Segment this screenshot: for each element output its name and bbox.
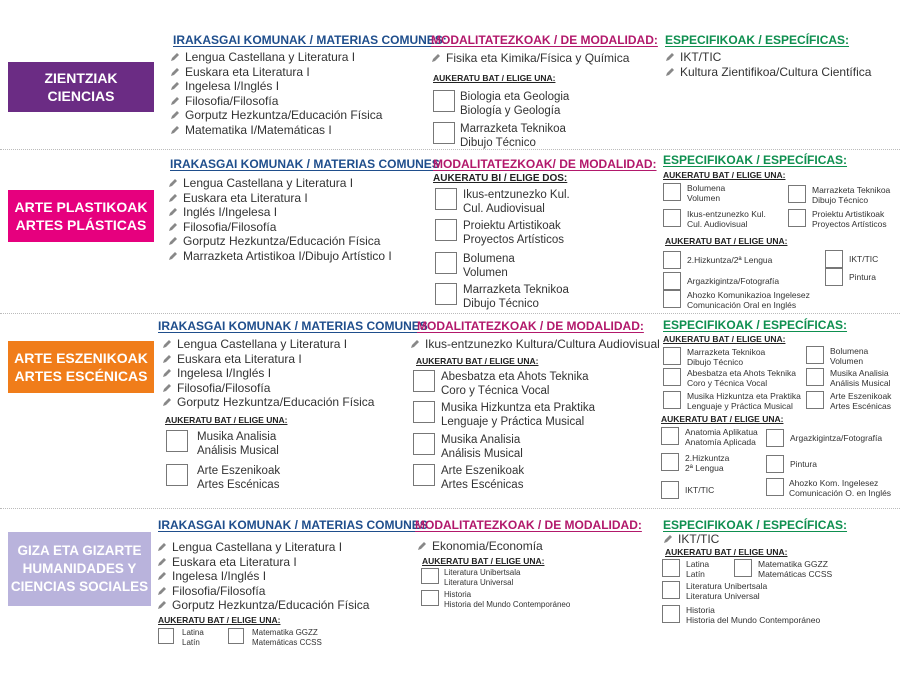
option-checkbox[interactable]: Historia Historia del Mundo Contemporáneo bbox=[662, 605, 820, 625]
modality-fixed-list bbox=[431, 51, 629, 66]
list-item: Kultura Zientifikoa/Cultura Científica bbox=[665, 65, 871, 80]
track-label-artes-plasticas: ARTE PLASTIKOAK ARTES PLÁSTICAS bbox=[8, 190, 154, 242]
section-divider bbox=[0, 508, 900, 509]
option-checkbox[interactable]: Abesbatza eta Ahots Teknika Coro y Técnica Vocal bbox=[663, 368, 796, 388]
checkbox[interactable] bbox=[433, 122, 455, 144]
common-subjects-header: IRAKASGAI KOMUNAK / MATERIAS COMUNES bbox=[170, 157, 440, 171]
pencil-icon bbox=[168, 207, 178, 217]
modality-fixed-list bbox=[410, 337, 660, 352]
pencil-icon bbox=[170, 67, 180, 77]
checkbox[interactable] bbox=[806, 391, 824, 409]
pencil-icon bbox=[665, 67, 675, 77]
list-item: Filosofia/Filosofía bbox=[162, 381, 374, 396]
checkbox[interactable] bbox=[435, 252, 457, 274]
checkbox[interactable] bbox=[766, 478, 784, 496]
checkbox[interactable] bbox=[661, 481, 679, 499]
list-item: Gorputz Hezkuntza/Educación Física bbox=[157, 598, 369, 613]
specific-header: ESPECIFIKOAK / ESPECÍFICAS: bbox=[663, 153, 848, 167]
option-checkbox[interactable]: Marrazketa Teknikoa Dibujo Técnico bbox=[433, 122, 566, 150]
choose-one-label: AUKERATU BAT / ELIGE UNA: bbox=[158, 615, 281, 625]
pencil-icon bbox=[168, 222, 178, 232]
pencil-icon bbox=[170, 125, 180, 135]
pencil-icon bbox=[663, 534, 673, 544]
choose-one-label: AUKERATU BAT / ELIGE UNA: bbox=[433, 73, 556, 83]
checkbox[interactable] bbox=[433, 90, 455, 112]
option-checkbox[interactable]: Marrazketa Teknikoa Dibujo Técnico bbox=[788, 185, 890, 205]
option-checkbox[interactable]: Argazkigintza/Fotografía bbox=[766, 429, 882, 447]
checkbox[interactable] bbox=[663, 251, 681, 269]
specific-header: ESPECIFIKOAK / ESPECÍFICAS: bbox=[663, 318, 848, 332]
modality-header: MODALITATEZKOAK / DE MODALIDAD: bbox=[417, 319, 644, 333]
section-divider bbox=[0, 313, 900, 314]
list-item: Ingelesa I/Inglés I bbox=[162, 366, 374, 381]
choose-two-label: AUKERATU BI / ELIGE DOS: bbox=[433, 173, 568, 184]
pencil-icon bbox=[168, 251, 178, 261]
option-checkbox[interactable]: Arte Eszenikoak Artes Escénicas bbox=[806, 391, 891, 411]
checkbox[interactable] bbox=[166, 464, 188, 486]
checkbox[interactable] bbox=[663, 183, 681, 201]
option-checkbox[interactable]: Arte Eszenikoak Artes Escénicas bbox=[413, 464, 524, 492]
list-item: Ingelesa I/Inglés I bbox=[157, 569, 369, 584]
option-checkbox[interactable]: Bolumena Volumen bbox=[435, 252, 515, 280]
checkbox[interactable] bbox=[413, 401, 435, 423]
checkbox[interactable] bbox=[766, 455, 784, 473]
option-checkbox[interactable]: 2.Hizkuntza 2ª Lengua bbox=[661, 453, 729, 473]
common-subjects-list bbox=[168, 176, 392, 263]
checkbox[interactable] bbox=[662, 605, 680, 623]
checkbox[interactable] bbox=[663, 347, 681, 365]
list-item: Fisika eta Kimika/Física y Química bbox=[431, 51, 629, 66]
pencil-icon bbox=[170, 52, 180, 62]
option-checkbox[interactable]: Musika Hizkuntza eta Praktika Lenguaje y Práctica Musical bbox=[663, 391, 801, 411]
checkbox[interactable] bbox=[661, 427, 679, 445]
checkbox[interactable] bbox=[435, 188, 457, 210]
modality-header: MODALITATEZKOAK / DE MODALIDAD: bbox=[431, 33, 658, 47]
list-item: Inglés I/Ingelesa I bbox=[168, 205, 392, 220]
list-item: Ikus-entzunezko Kultura/Cultura Audiovisual bbox=[410, 337, 660, 352]
checkbox[interactable] bbox=[662, 581, 680, 599]
pencil-icon bbox=[431, 53, 441, 63]
checkbox[interactable] bbox=[788, 185, 806, 203]
option-checkbox[interactable]: Pintura bbox=[825, 268, 876, 286]
checkbox[interactable] bbox=[166, 430, 188, 452]
checkbox[interactable] bbox=[663, 209, 681, 227]
option-checkbox[interactable]: Matematika GGZZ Matemáticas CCSS bbox=[734, 559, 832, 579]
option-checkbox[interactable]: Ahozko Komunikazioa Ingelesez Comunicación Oral en Inglés bbox=[663, 290, 810, 310]
option-checkbox[interactable]: Ikus-entzunezko Kul. Cul. Audiovisual bbox=[663, 209, 766, 229]
option-checkbox[interactable]: Bolumena Volumen bbox=[663, 183, 725, 203]
pencil-icon bbox=[157, 586, 167, 596]
list-item: Euskara eta Literatura I bbox=[168, 191, 392, 206]
pencil-icon bbox=[410, 339, 420, 349]
pencil-icon bbox=[168, 236, 178, 246]
list-item: Filosofia/Filosofía bbox=[157, 584, 369, 599]
option-checkbox[interactable]: Pintura bbox=[766, 455, 817, 473]
checkbox[interactable] bbox=[806, 346, 824, 364]
pencil-icon bbox=[162, 339, 172, 349]
checkbox[interactable] bbox=[734, 559, 752, 577]
checkbox[interactable] bbox=[413, 464, 435, 486]
pencil-icon bbox=[665, 52, 675, 62]
list-item: Filosofia/Filosofía bbox=[170, 94, 382, 109]
specific-header: ESPECIFIKOAK / ESPECÍFICAS: bbox=[665, 33, 850, 47]
pencil-icon bbox=[162, 383, 172, 393]
pencil-icon bbox=[162, 368, 172, 378]
option-checkbox[interactable]: Marrazketa Teknikoa Dibujo Técnico bbox=[435, 283, 569, 311]
list-item: Ekonomia/Economía bbox=[417, 539, 543, 554]
track-label-artes-escenicas: ARTE ESZENIKOAK ARTES ESCÉNICAS bbox=[8, 341, 154, 393]
option-checkbox[interactable]: Musika Analisia Análisis Musical bbox=[166, 430, 279, 458]
modality-fixed-list bbox=[417, 539, 543, 554]
pencil-icon bbox=[170, 96, 180, 106]
specific-fixed-list bbox=[665, 50, 871, 79]
pencil-icon bbox=[157, 571, 167, 581]
pencil-icon bbox=[157, 557, 167, 567]
choose-one-label: AUKERATU BAT / ELIGE UNA: bbox=[661, 414, 784, 424]
common-subjects-header: IRAKASGAI KOMUNAK / MATERIAS COMUNES bbox=[158, 319, 428, 333]
option-checkbox[interactable]: IKT/TIC bbox=[825, 250, 878, 268]
track-label-ciencias: ZIENTZIAK CIENCIAS bbox=[8, 62, 154, 112]
option-checkbox[interactable]: Anatomia Aplikatua Anatomía Aplicada bbox=[661, 427, 758, 447]
option-checkbox[interactable]: Musika Analisia Análisis Musical bbox=[806, 368, 890, 388]
modality-header: MODALITATEZKOAK/ DE MODALIDAD: bbox=[433, 157, 657, 171]
option-checkbox[interactable]: Bolumena Volumen bbox=[806, 346, 868, 366]
pencil-icon bbox=[417, 541, 427, 551]
pencil-icon bbox=[162, 354, 172, 364]
option-checkbox[interactable]: Marrazketa Teknikoa Dibujo Técnico bbox=[663, 347, 765, 367]
option-checkbox[interactable]: Musika Hizkuntza eta Praktika Lenguaje y Práctica Musical bbox=[413, 401, 595, 429]
option-checkbox[interactable]: Latina Latín bbox=[662, 559, 709, 579]
choose-one-label: AUKERATU BAT / ELIGE UNA: bbox=[665, 236, 788, 246]
option-checkbox[interactable]: 2.Hizkuntza/2ª Lengua bbox=[663, 251, 772, 269]
option-checkbox[interactable]: Latina Latín bbox=[158, 628, 204, 647]
common-subjects-list bbox=[170, 50, 382, 137]
pencil-icon bbox=[168, 178, 178, 188]
list-item: Lengua Castellana y Literatura I bbox=[162, 337, 374, 352]
option-checkbox[interactable]: Historia Historia del Mundo Contemporáneo bbox=[421, 590, 570, 609]
checkbox[interactable] bbox=[413, 370, 435, 392]
pencil-icon bbox=[162, 397, 172, 407]
pencil-icon bbox=[170, 110, 180, 120]
option-checkbox[interactable]: Musika Analisia Análisis Musical bbox=[413, 433, 523, 461]
specific-header: ESPECIFIKOAK / ESPECÍFICAS: bbox=[663, 518, 848, 532]
checkbox[interactable] bbox=[663, 272, 681, 290]
checkbox[interactable] bbox=[788, 209, 806, 227]
choose-one-label: AUKERATU BAT / ELIGE UNA: bbox=[416, 356, 539, 366]
checkbox[interactable] bbox=[435, 283, 457, 305]
common-subjects-header: IRAKASGAI KOMUNAK / MATERIAS COMUNES: bbox=[173, 33, 447, 47]
list-item: Marrazketa Artistikoa I/Dibujo Artístico I bbox=[168, 249, 392, 264]
checkbox[interactable] bbox=[158, 628, 174, 644]
option-checkbox[interactable]: Arte Eszenikoak Artes Escénicas bbox=[166, 464, 280, 492]
pencil-icon bbox=[170, 81, 180, 91]
track-label-humanidades: GIZA ETA GIZARTE HUMANIDADES Y CIENCIAS SOCIALES bbox=[8, 532, 151, 606]
specific-fixed-list bbox=[663, 532, 719, 547]
option-checkbox[interactable]: Abesbatza eta Ahots Teknika Coro y Técnica Vocal bbox=[413, 370, 588, 398]
pencil-icon bbox=[157, 542, 167, 552]
choose-one-label: AUKERATU BAT / ELIGE UNA: bbox=[663, 334, 786, 344]
choose-one-label: AUKERATU BAT / ELIGE UNA: bbox=[165, 415, 288, 425]
checkbox[interactable] bbox=[661, 453, 679, 471]
option-checkbox[interactable]: Biologia eta Geologia Biología y Geología bbox=[433, 90, 569, 118]
checkbox[interactable] bbox=[663, 290, 681, 308]
list-item: Gorputz Hezkuntza/Educación Física bbox=[170, 108, 382, 123]
checkbox[interactable] bbox=[413, 433, 435, 455]
checkbox[interactable] bbox=[435, 219, 457, 241]
checkbox[interactable] bbox=[663, 368, 681, 386]
list-item: Gorputz Hezkuntza/Educación Física bbox=[168, 234, 392, 249]
option-checkbox[interactable]: Matematika GGZZ Matemáticas CCSS bbox=[228, 628, 322, 647]
list-item: IKT/TIC bbox=[665, 50, 871, 65]
modality-header: MODALITATEZKOAK / DE MODALIDAD: bbox=[415, 518, 642, 532]
option-checkbox[interactable]: Ikus-entzunezko Kul. Cul. Audiovisual bbox=[435, 188, 570, 216]
choose-one-label: AUKERATU BAT / ELIGE UNA: bbox=[665, 547, 788, 557]
checkbox[interactable] bbox=[228, 628, 244, 644]
list-item: Euskara eta Literatura I bbox=[157, 555, 369, 570]
common-subjects-list bbox=[162, 337, 374, 410]
list-item: Euskara eta Literatura I bbox=[170, 65, 382, 80]
checkbox[interactable] bbox=[766, 429, 784, 447]
option-checkbox[interactable]: Literatura Unibertsala Literatura Universal bbox=[662, 581, 767, 601]
pencil-icon bbox=[157, 600, 167, 610]
choose-one-label: AUKERATU BAT / ELIGE UNA: bbox=[422, 556, 545, 566]
list-item: Ingelesa I/Inglés I bbox=[170, 79, 382, 94]
common-subjects-header: IRAKASGAI KOMUNAK / MATERIAS COMUNES bbox=[158, 518, 428, 532]
list-item: Lengua Castellana y Literatura I bbox=[168, 176, 392, 191]
list-item: Matematika I/Matemáticas I bbox=[170, 123, 382, 138]
list-item: Lengua Castellana y Literatura I bbox=[157, 540, 369, 555]
checkbox[interactable] bbox=[421, 590, 439, 606]
list-item: Euskara eta Literatura I bbox=[162, 352, 374, 367]
list-item: Filosofia/Filosofía bbox=[168, 220, 392, 235]
option-checkbox[interactable]: IKT/TIC bbox=[661, 481, 714, 499]
common-subjects-list bbox=[157, 540, 369, 613]
option-checkbox[interactable]: Argazkigintza/Fotografía bbox=[663, 272, 779, 290]
checkbox[interactable] bbox=[421, 568, 439, 584]
pencil-icon bbox=[168, 193, 178, 203]
checkbox[interactable] bbox=[663, 391, 681, 409]
checkbox[interactable] bbox=[662, 559, 680, 577]
option-checkbox[interactable]: Literatura Unibertsala Literatura Universal bbox=[421, 568, 520, 587]
checkbox[interactable] bbox=[825, 250, 843, 268]
checkbox[interactable] bbox=[825, 268, 843, 286]
list-item: IKT/TIC bbox=[663, 532, 719, 547]
option-checkbox[interactable]: Ahozko Kom. Ingelesez Comunicación O. en Inglés bbox=[766, 478, 891, 498]
option-checkbox[interactable]: Proiektu Artistikoak Proyectos Artísticos bbox=[788, 209, 887, 229]
option-checkbox[interactable]: Proiektu Artistikoak Proyectos Artísticos bbox=[435, 219, 564, 247]
list-item: Gorputz Hezkuntza/Educación Física bbox=[162, 395, 374, 410]
choose-one-label: AUKERATU BAT / ELIGE UNA: bbox=[663, 170, 786, 180]
list-item: Lengua Castellana y Literatura I bbox=[170, 50, 382, 65]
checkbox[interactable] bbox=[806, 368, 824, 386]
